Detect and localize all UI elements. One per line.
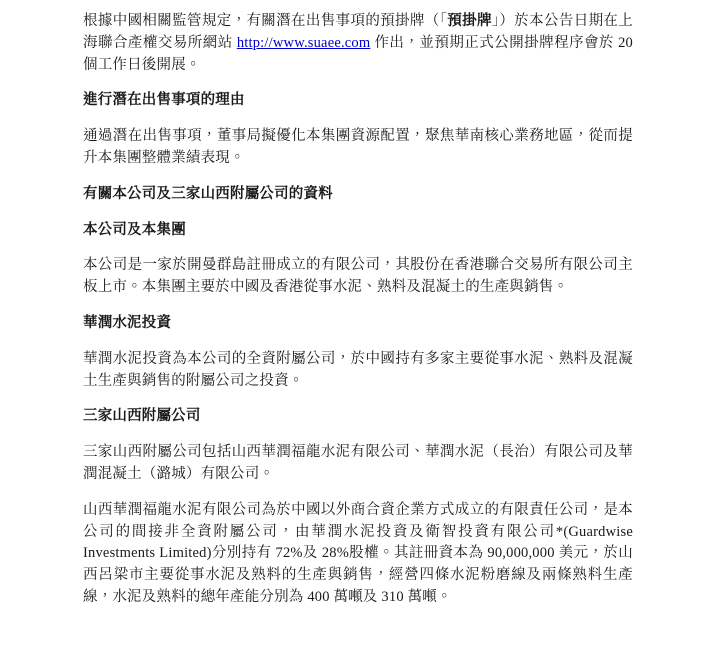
prelisting-defined-term: 預掛牌 [447, 13, 492, 29]
paragraph-shanxi-fulong-details: 山西華潤福龍水泥有限公司為於中國以外商合資企業方式成立的有限責任公司，是本公司的間接非全資附屬公司，由華潤水泥投資及衛智投資有限公司*(Guardwise Investments Limited)分別持有 72%及 28%股權。其註冊資本為 90,000,000 美元，於山西呂梁市主要從事水泥及熟料的生產與銷售，經營四條水泥粉磨線及兩條熟料生產線，水泥及熟料的總年產能分別為 400 萬噸及 310 萬噸。 [83, 501, 633, 605]
paragraph-company-and-group: 本公司是一家於開曼群島註冊成立的有限公司，其股份在香港聯合交易所有限公司主板上市。本集團主要於中國及香港從事水泥、熟料及混凝土的生產與銷售。 [83, 257, 633, 296]
paragraph-reasons-for-disposal: 通過潛在出售事項，董事局擬優化本集團資源配置，聚焦華南核心業務地區，從而提升本集團整體業績表現。 [83, 128, 633, 166]
prelisting-text-after-link: 作出，並預期正式公開掛牌程序會於 20 個工作日後開展。 [83, 34, 634, 73]
paragraph-prelisting-notice [83, 11, 633, 76]
paragraph-three-shanxi-subsidiaries-list: 三家山西附屬公司包括山西華潤福龍水泥有限公司、華潤水泥（長治）有限公司及華潤混凝土（潞城）有限公司。 [83, 444, 633, 482]
suaee-website-link[interactable]: http://www.suaee.com [236, 34, 371, 51]
heading-reasons-for-disposal: 進行潛在出售事項的理由 [83, 92, 245, 109]
prelisting-text-before-bold: 根據中國相關監管規定，有關潛在出售事項的預掛牌（「 [83, 13, 448, 29]
heading-company-and-group: 本公司及本集團 [83, 221, 186, 238]
heading-crc-cement-investment: 華潤水泥投資 [83, 314, 172, 331]
paragraph-crc-cement-investment: 華潤水泥投資為本公司的全資附屬公司，於中國持有多家主要從事水泥、熟料及混凝土生產與銷售的附屬公司之投資。 [83, 350, 633, 389]
heading-three-shanxi-subsidiaries: 三家山西附屬公司 [83, 408, 201, 425]
heading-information-on-company-and-subsidiaries: 有關本公司及三家山西附屬公司的資料 [83, 185, 333, 202]
prelisting-text-after-bold: 」）於本公告日期在上海聯合產權交易所網站 [83, 13, 633, 51]
